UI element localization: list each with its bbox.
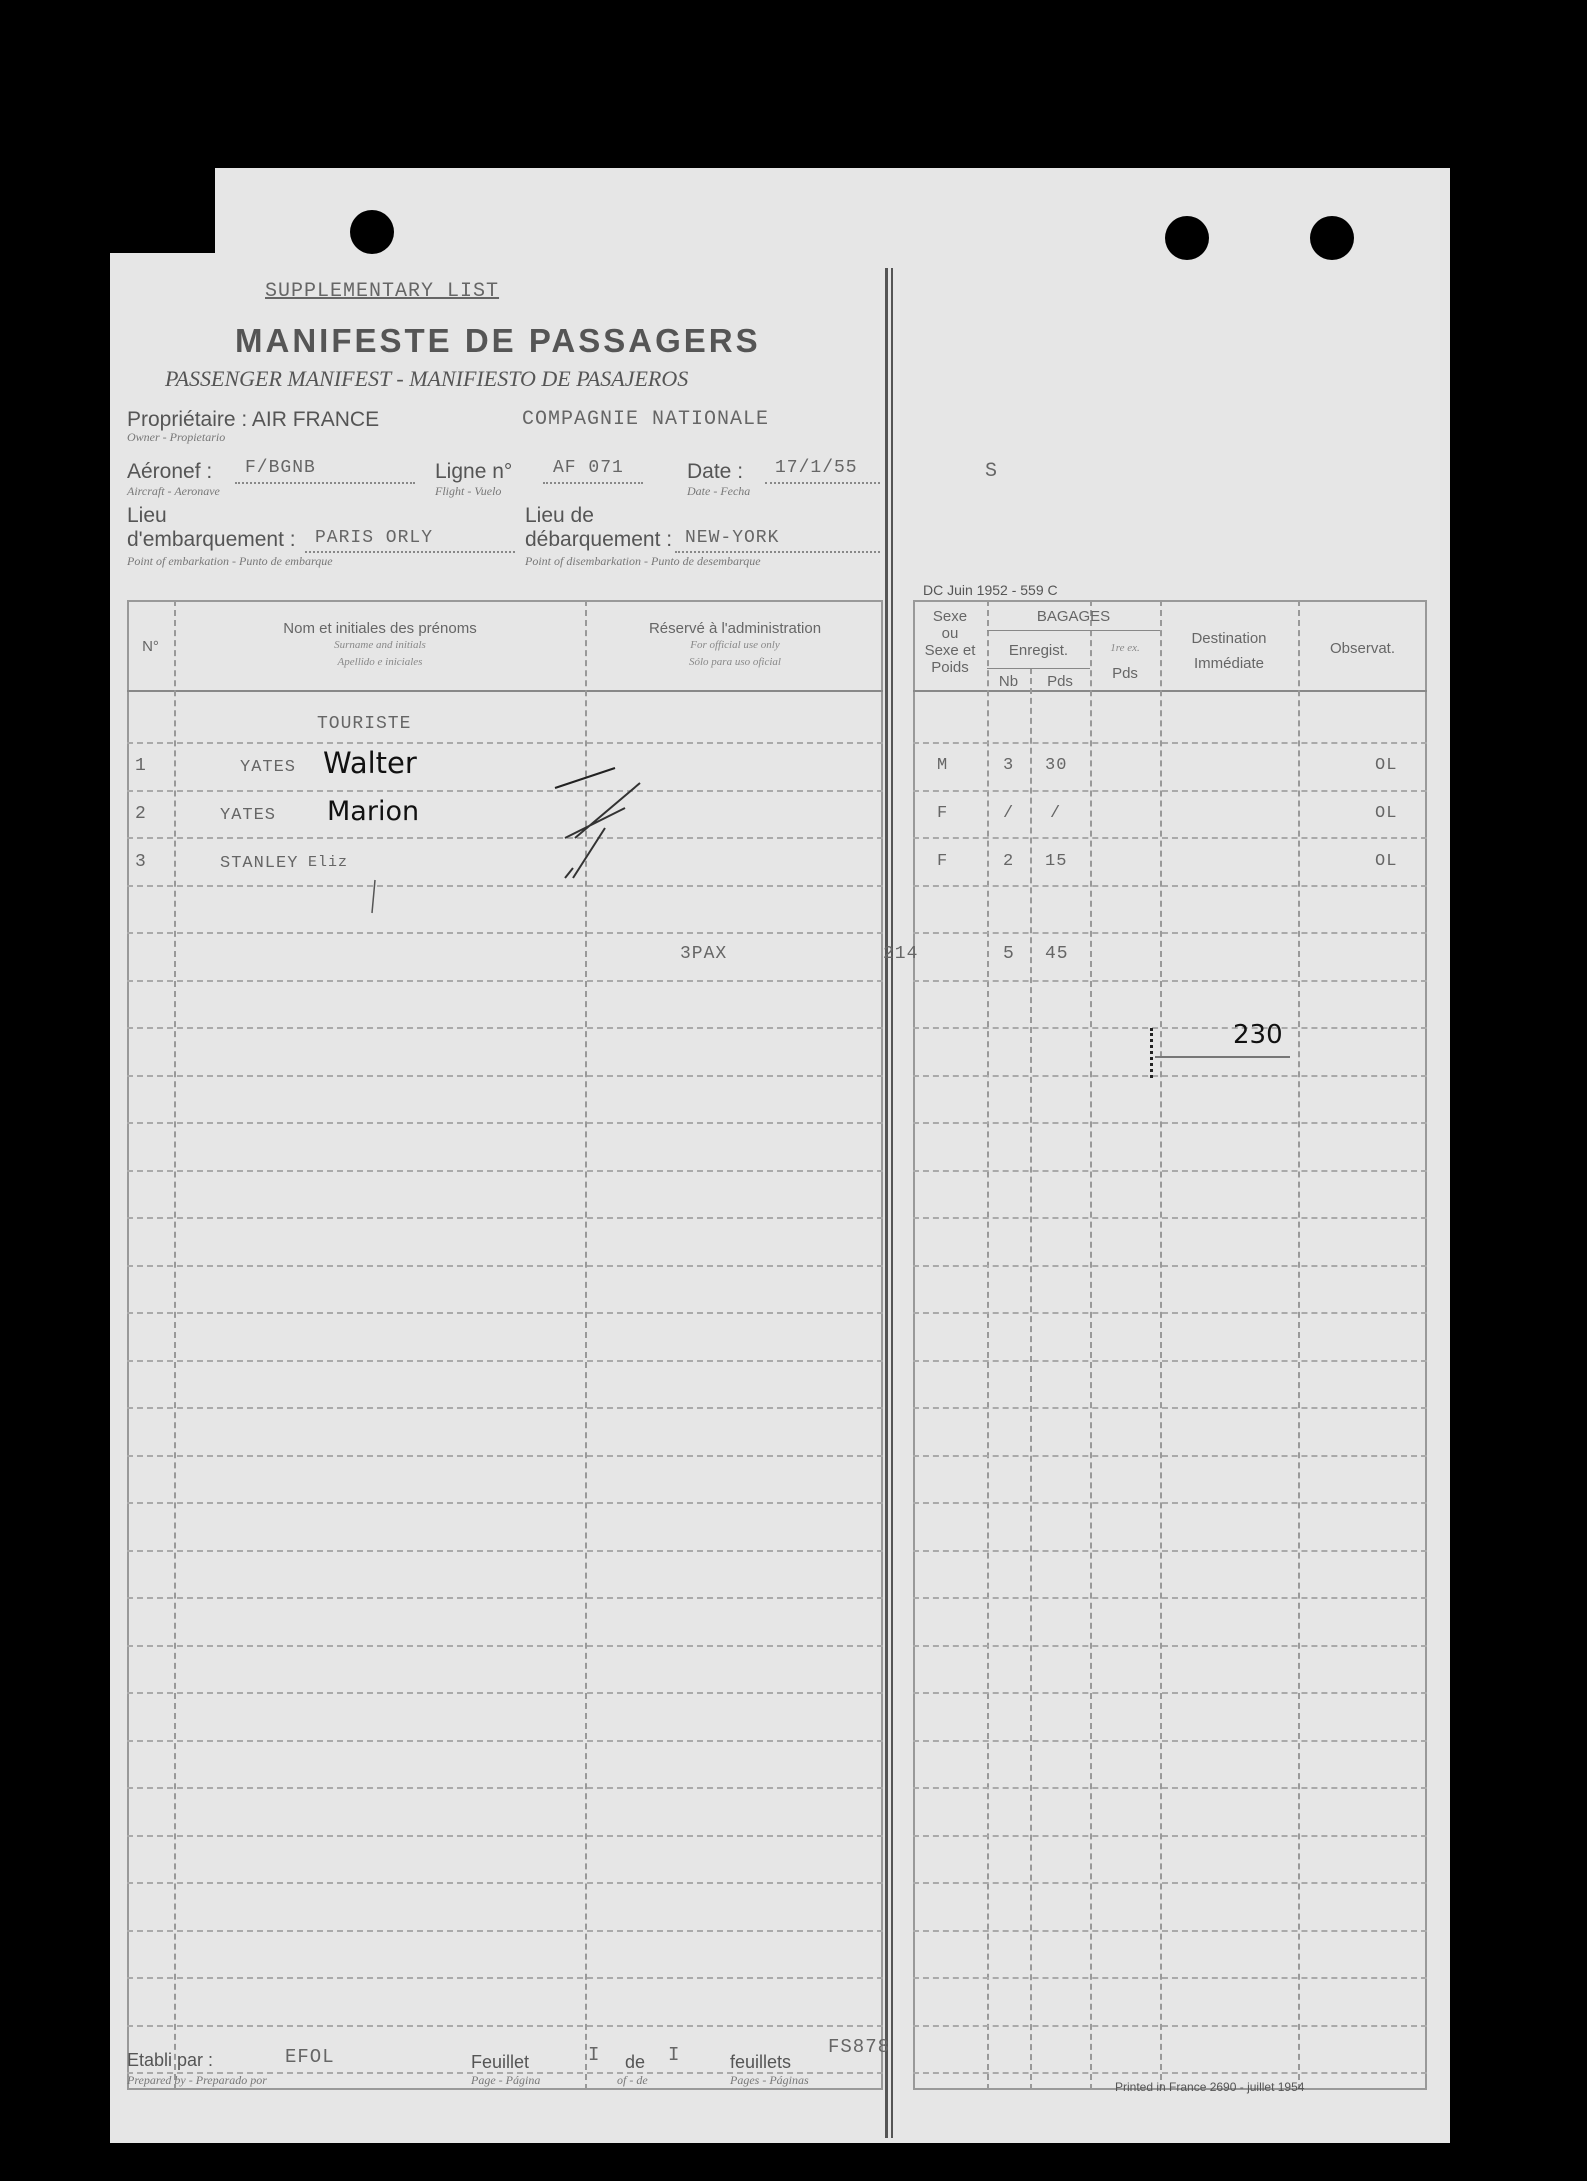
col-name-es: Apellido e iniciales <box>337 656 423 668</box>
sheet-label: Feuillet <box>471 2052 530 2072</box>
pencil-mark <box>360 878 390 918</box>
disembark-sub: Point of disembarkation - Punto de desembarque <box>525 554 761 568</box>
of-label: de <box>625 2052 646 2072</box>
manifest-subtitle: PASSENGER MANIFEST - MANIFIESTO DE PASAJEROS <box>165 366 689 391</box>
s-mark: S <box>985 460 999 483</box>
row-rule <box>127 1645 883 1647</box>
row-rule <box>127 1977 883 1979</box>
header-divider <box>127 690 883 692</box>
col-obs: Observat. <box>1329 640 1396 657</box>
date-sub: Date - Fecha <box>687 484 751 498</box>
date-label: Date : <box>687 460 744 483</box>
passenger-surname: STANLEY <box>220 854 299 873</box>
owner-value: COMPAGNIE NATIONALE <box>522 408 770 431</box>
punch-hole <box>350 210 394 254</box>
col-sep-ex <box>1160 600 1162 2090</box>
line-value: AF 071 <box>553 458 624 478</box>
of-value: I <box>668 2044 681 2066</box>
row-rule <box>913 790 1427 792</box>
col-sep-nb <box>1030 668 1032 2090</box>
col-admin-en: For official use only <box>690 639 780 651</box>
col-sex-3: Sexe et <box>924 642 976 659</box>
row-rule <box>913 2072 1427 2074</box>
row-rule <box>913 1645 1427 1647</box>
passenger-obs: OL <box>1375 804 1398 823</box>
check-mark <box>565 783 640 838</box>
passenger-pds: 30 <box>1045 756 1068 775</box>
row-rule <box>913 1027 1427 1029</box>
col-dest <box>1160 630 1298 672</box>
col-enreg: Enregist. <box>1008 642 1069 659</box>
row-rule <box>913 980 1427 982</box>
dest-total-underline <box>1155 1056 1290 1058</box>
check-mark <box>555 768 615 788</box>
aircraft-underline <box>235 482 415 484</box>
disembark-underline <box>675 551 880 553</box>
row-rule <box>127 1265 883 1267</box>
owner-sub: Owner - Propietario <box>127 430 226 444</box>
col-admin <box>587 620 883 671</box>
line-label: Ligne n° <box>435 460 513 483</box>
prepared-value: EFOL <box>285 2046 335 2068</box>
col-sex-2: ou <box>941 625 959 642</box>
total-pds: 45 <box>1045 944 1069 964</box>
col-sex <box>913 608 987 676</box>
manifest-paper <box>105 168 1450 2143</box>
row-rule <box>913 1217 1427 1219</box>
row-rule <box>913 1740 1427 1742</box>
col-sep-pds <box>1090 600 1092 2090</box>
row-rule <box>127 1360 883 1362</box>
col-ex-pds: Pds <box>1112 665 1138 682</box>
row-rule <box>127 1027 883 1029</box>
check-marks <box>545 728 765 888</box>
col-pds: Pds <box>1047 673 1073 690</box>
row-rule <box>127 790 883 792</box>
total-pax: 3PAX <box>680 944 728 964</box>
passenger-nb: 2 <box>1003 852 1015 871</box>
aircraft-sub: Aircraft - Aeronave <box>127 484 220 498</box>
passenger-pds: 15 <box>1045 852 1068 871</box>
row-rule <box>913 1170 1427 1172</box>
row-rule <box>127 1835 883 1837</box>
row-rule <box>913 1455 1427 1457</box>
fs-code: FS878 <box>828 2036 891 2058</box>
pages-sub: Pages - Páginas <box>730 2073 809 2087</box>
row-rule <box>127 1787 883 1789</box>
col-sep-sex <box>987 600 989 2090</box>
row-rule <box>913 1882 1427 1884</box>
col-name <box>175 620 585 671</box>
row-rule <box>913 1360 1427 1362</box>
total-weight: 214 <box>883 944 919 964</box>
passenger-surname: YATES <box>240 758 297 777</box>
date-value: 17/1/55 <box>775 458 858 478</box>
row-rule <box>913 1265 1427 1267</box>
row-rule <box>127 1407 883 1409</box>
row-rule <box>127 1740 883 1742</box>
passenger-obs: OL <box>1375 852 1398 871</box>
prepared-label: Etabli par : <box>127 2050 214 2070</box>
prepared-sub: Prepared by - Preparado por <box>127 2073 267 2087</box>
disembark-label-2: débarquement : <box>525 528 673 551</box>
col-name-fr: Nom et initiales des prénoms <box>283 620 477 637</box>
row-rule <box>913 1407 1427 1409</box>
passenger-obs: OL <box>1375 756 1398 775</box>
row-rule <box>127 1170 883 1172</box>
col-sex-1: Sexe <box>932 608 968 625</box>
row-rule <box>913 742 1427 744</box>
row-rule <box>913 1502 1427 1504</box>
row-rule <box>913 932 1427 934</box>
date-underline <box>765 482 880 484</box>
baggage-divider <box>987 630 1160 631</box>
row-rule <box>913 885 1427 887</box>
row-rule <box>913 1597 1427 1599</box>
pages-label: feuillets <box>730 2052 792 2072</box>
row-rule <box>127 1217 883 1219</box>
row-rule <box>127 742 883 744</box>
line-underline <box>543 482 643 484</box>
row-rule <box>127 1930 883 1932</box>
col-name-en: Surname and initials <box>334 639 426 651</box>
passenger-sex: F <box>937 852 949 871</box>
class-label: TOURISTE <box>317 714 412 734</box>
disembark-label-1: Lieu de <box>525 504 594 527</box>
dest-total: 230 <box>1233 1020 1283 1050</box>
table-right <box>913 600 1427 2090</box>
aircraft-value: F/BGNB <box>245 458 316 478</box>
passenger-no: 2 <box>135 804 147 824</box>
passenger-no: 1 <box>135 756 147 776</box>
of-sub: of - de <box>617 2073 648 2087</box>
passenger-surname: YATES <box>220 806 277 825</box>
passenger-given: Walter <box>323 746 417 780</box>
manifest-title: MANIFESTE DE PASSAGERS <box>235 322 761 359</box>
row-rule <box>913 1930 1427 1932</box>
row-rule <box>913 1787 1427 1789</box>
fold-line <box>885 268 888 2138</box>
col-sex-4: Poids <box>931 659 969 676</box>
baggage-divider <box>987 668 1090 669</box>
passenger-sex: M <box>937 756 949 775</box>
embark-sub: Point of embarkation - Punto de embarque <box>127 554 333 568</box>
col-sep-no <box>174 600 176 2090</box>
row-rule <box>127 1455 883 1457</box>
line-sub: Flight - Vuelo <box>435 484 502 498</box>
row-rule <box>913 1312 1427 1314</box>
passenger-nb: 3 <box>1003 756 1015 775</box>
aircraft-label: Aéronef : <box>127 460 213 483</box>
col-dest-2: Immédiate <box>1193 655 1265 672</box>
col-nb: Nb <box>998 673 1019 690</box>
col-sep-dest <box>1298 600 1300 2090</box>
total-nb: 5 <box>1003 944 1015 964</box>
form-code: DC Juin 1952 - 559 C <box>923 582 1058 598</box>
row-rule <box>127 2025 883 2027</box>
row-rule <box>127 885 883 887</box>
embark-label-1: Lieu <box>127 504 167 527</box>
embark-underline <box>305 551 515 553</box>
printed-note: Printed in France 2690 - juillet 1954 <box>1115 2080 1305 2094</box>
row-rule <box>913 1692 1427 1694</box>
header-divider <box>913 690 1427 692</box>
sheet-value: I <box>588 2044 601 2066</box>
row-rule <box>913 1835 1427 1837</box>
passenger-given: Eliz <box>308 854 349 871</box>
col-dest-1: Destination <box>1191 630 1267 647</box>
row-rule <box>127 837 883 839</box>
passenger-nb: / <box>1003 804 1015 823</box>
col-admin-es: Sólo para uso oficial <box>689 656 781 668</box>
row-rule <box>913 1550 1427 1552</box>
row-rule <box>913 2025 1427 2027</box>
row-rule <box>127 1692 883 1694</box>
torn-corner <box>105 168 110 2143</box>
passenger-sex: F <box>937 804 949 823</box>
embark-value: PARIS ORLY <box>315 528 434 548</box>
row-rule <box>913 1977 1427 1979</box>
sheet-sub: Page - Página <box>471 2073 541 2087</box>
passenger-no: 3 <box>135 852 147 872</box>
row-rule <box>127 1597 883 1599</box>
embark-label-2: d'embarquement : <box>127 528 296 551</box>
owner-label: Propriétaire : AIR FRANCE <box>127 408 380 431</box>
row-rule <box>127 1312 883 1314</box>
row-rule <box>913 1122 1427 1124</box>
passenger-pds: / <box>1050 804 1062 823</box>
row-rule <box>913 837 1427 839</box>
col-no: N° <box>142 638 159 655</box>
passenger-given: Marion <box>327 796 420 827</box>
col-baggage: BAGAGES <box>1036 608 1111 625</box>
disembark-value: NEW-YORK <box>685 528 780 548</box>
row-rule <box>127 932 883 934</box>
row-rule <box>913 1075 1427 1077</box>
row-rule <box>127 1882 883 1884</box>
punch-hole <box>1310 216 1354 260</box>
row-rule <box>127 1502 883 1504</box>
torn-corner <box>105 168 215 253</box>
row-rule <box>127 1122 883 1124</box>
fold-line <box>891 268 893 2138</box>
supplementary-list: SUPPLEMENTARY LIST <box>265 280 500 303</box>
row-rule <box>127 980 883 982</box>
dest-mark <box>1150 1028 1157 1078</box>
punch-hole <box>1165 216 1209 260</box>
row-rule <box>127 1075 883 1077</box>
col-admin-fr: Réservé à l'administration <box>648 620 822 637</box>
row-rule <box>127 1550 883 1552</box>
col-ex <box>1090 640 1160 682</box>
col-ex-label: 1re ex. <box>1110 642 1140 654</box>
